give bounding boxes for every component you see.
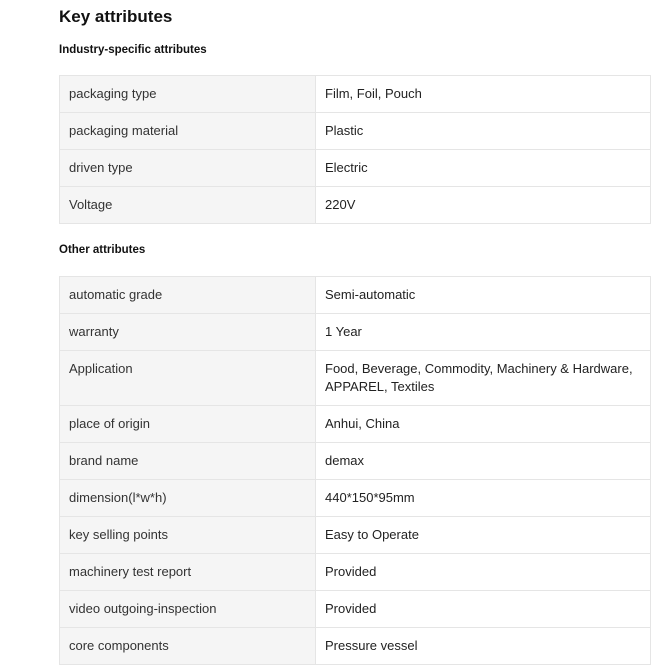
industry-attributes-table xyxy=(59,75,651,224)
attribute-key: packaging material xyxy=(60,113,316,150)
attribute-value: Semi-automatic xyxy=(316,277,651,314)
table-row xyxy=(60,480,651,517)
table-row xyxy=(60,150,651,187)
attribute-key: dimension(l*w*h) xyxy=(60,480,316,517)
table-row xyxy=(60,591,651,628)
attribute-key: core components xyxy=(60,628,316,665)
other-attributes-table xyxy=(59,276,651,665)
attribute-value: 440*150*95mm xyxy=(316,480,651,517)
page-title: Key attributes xyxy=(59,7,173,26)
attribute-value: demax xyxy=(316,443,651,480)
table-row xyxy=(60,443,651,480)
attribute-value: 1 Year xyxy=(316,314,651,351)
attribute-value: Anhui, China xyxy=(316,406,651,443)
attribute-value: 220V xyxy=(316,187,651,224)
attribute-value: Electric xyxy=(316,150,651,187)
table-row xyxy=(60,406,651,443)
table-row xyxy=(60,76,651,113)
attribute-key: Application xyxy=(60,351,316,406)
attribute-value: Pressure vessel xyxy=(316,628,651,665)
industry-attributes-heading: Industry-specific attributes xyxy=(59,44,207,56)
attribute-key: driven type xyxy=(60,150,316,187)
attribute-key: key selling points xyxy=(60,517,316,554)
attribute-key: automatic grade xyxy=(60,277,316,314)
attribute-key: brand name xyxy=(60,443,316,480)
table-row xyxy=(60,628,651,665)
other-attributes-heading: Other attributes xyxy=(59,244,146,256)
attribute-key: place of origin xyxy=(60,406,316,443)
table-row xyxy=(60,554,651,591)
attribute-value: Provided xyxy=(316,591,651,628)
attribute-key: warranty xyxy=(60,314,316,351)
table-row xyxy=(60,113,651,150)
attribute-key: machinery test report xyxy=(60,554,316,591)
table-row xyxy=(60,314,651,351)
attribute-value: Provided xyxy=(316,554,651,591)
attribute-key: packaging type xyxy=(60,76,316,113)
table-row xyxy=(60,517,651,554)
attribute-value: Food, Beverage, Commodity, Machinery & Hardware, APPAREL, Textiles xyxy=(316,351,651,406)
attribute-value: Plastic xyxy=(316,113,651,150)
attribute-key: Voltage xyxy=(60,187,316,224)
table-row xyxy=(60,187,651,224)
attribute-key: video outgoing-inspection xyxy=(60,591,316,628)
table-row xyxy=(60,351,651,406)
attribute-value: Film, Foil, Pouch xyxy=(316,76,651,113)
attribute-value: Easy to Operate xyxy=(316,517,651,554)
table-row xyxy=(60,277,651,314)
